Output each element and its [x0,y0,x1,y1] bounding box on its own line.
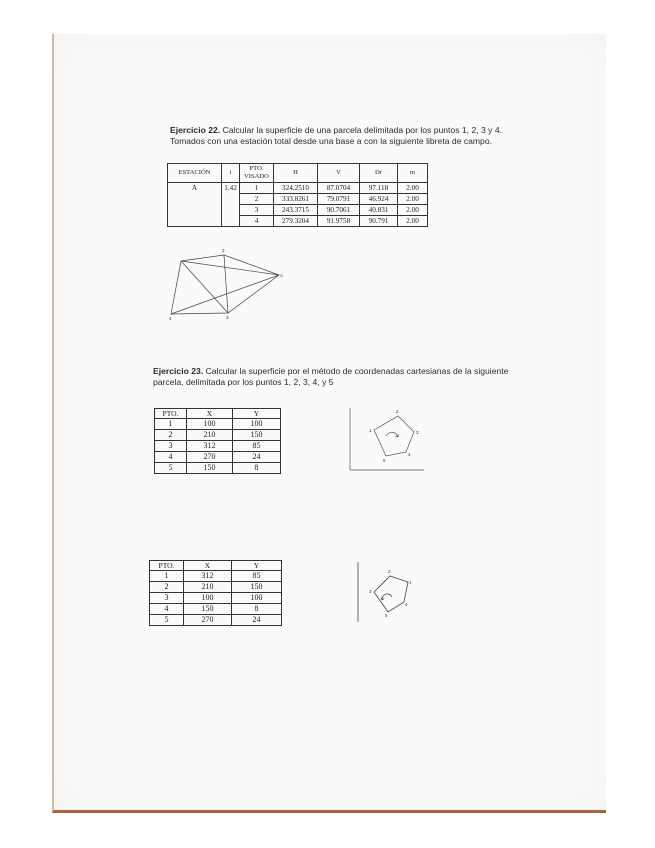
sketch23-label-4: 4 [408,452,411,457]
table-cell: 85 [232,571,282,582]
table-cell: 2.00 [398,194,428,205]
sketch23-label-1: 1 [369,428,372,433]
exercise-23-statement [153,366,523,387]
table-cell: 24 [232,615,282,626]
table-row [150,571,282,582]
table-cell: 3 [155,441,187,452]
table-cell: 243.3715 [274,205,318,216]
table-cell: 87.0704 [318,183,360,194]
table-cell: 90.7061 [318,205,360,216]
header-v: V [318,164,360,183]
table-row [155,430,281,441]
sketch-label-2: 2 [222,248,225,253]
table-cell: 100 [187,419,233,430]
sketch23-label-2: 2 [396,409,399,414]
sketch23b-label-4: 4 [405,602,408,607]
header-pto-visado: PTO. VISADO [240,164,274,183]
table-cell: 40.831 [360,205,398,216]
table-cell: 2.00 [398,205,428,216]
header-y: Y [232,561,282,571]
sketch-label-a: A [280,273,284,278]
table-row [150,593,282,604]
table-cell: 100 [184,593,232,604]
table-cell: 97.118 [360,183,398,194]
table-cell: 1 [150,571,184,582]
table-cell: 324.2510 [274,183,318,194]
table-cell: 3 [240,205,274,216]
sketch23b-label-3: 3 [369,589,372,594]
table-cell: 150 [233,430,281,441]
table-cell: 3 [150,593,184,604]
table-cell: 100 [233,419,281,430]
table-row [155,452,281,463]
table-cell: 1 [155,419,187,430]
table-cell: 150 [187,463,233,474]
table-cell: 279.3204 [274,216,318,227]
table-cell: 312 [184,571,232,582]
parcel-sketch-22 [166,248,286,320]
table-cell: 1 [240,183,274,194]
header-x: X [184,561,232,571]
table-cell: 2 [150,582,184,593]
table-cell: 150 [232,582,282,593]
table-cell: 46.924 [360,194,398,205]
table-cell: 210 [184,582,232,593]
table-cell: 2.00 [398,216,428,227]
sketch23b-label-5: 5 [385,613,388,618]
sketch23-label-3: 3 [416,430,419,435]
exercise-22-statement [170,125,530,146]
exercise-23-title: Ejercicio 23. [153,366,204,376]
table-cell: 5 [150,615,184,626]
table-cell: 2.00 [398,183,428,194]
exercise-22-title: Ejercicio 22. [170,125,221,135]
header-h: H [274,164,318,183]
exercise-23-text: Calcular la superficie por el método de coordenadas cartesianas de la siguiente parcela, delimitada por los puntos 1, 2, 3, 4, y 5 [153,366,509,387]
table-cell: 150 [184,604,232,615]
header-m: m [398,164,428,183]
table-cell: 90.791 [360,216,398,227]
table-cell: 270 [187,452,233,463]
header-dr: Dr [360,164,398,183]
header-estacion: ESTACIÓN [168,164,222,183]
instrument-height-cell: 1.42 [222,183,240,227]
sketch23b-label-2: 2 [388,569,391,574]
station-cell: A [168,183,222,227]
table-cell: 333.8261 [274,194,318,205]
table-cell: 8 [233,463,281,474]
table-cell: 4 [155,452,187,463]
table-cell: 210 [187,430,233,441]
table-cell: 2 [240,194,274,205]
table-cell: 79.0791 [318,194,360,205]
parcel-sketch-23b [352,560,412,624]
table-cell: 91.9758 [318,216,360,227]
table-cell: 8 [232,604,282,615]
table-row [155,463,281,474]
header-x: X [187,409,233,419]
table-cell: 24 [233,452,281,463]
sketch23b-label-1: 1 [409,580,412,585]
coordinates-table [154,408,281,474]
table-row [150,582,282,593]
table-row [155,419,281,430]
header-pto: PTO. [155,409,187,419]
table-cell: 4 [150,604,184,615]
table-cell: 2 [155,430,187,441]
table-cell: 85 [233,441,281,452]
table-row [168,183,428,194]
table-cell: 270 [184,615,232,626]
header-pto: PTO. [150,561,184,571]
table-cell: 4 [240,216,274,227]
table-cell: 5 [155,463,187,474]
sketch-label-4: 4 [169,316,172,321]
header-y: Y [233,409,281,419]
table-row [150,604,282,615]
table-cell: 100 [232,593,282,604]
field-book-table [167,163,428,227]
coordinates-table-reordered [149,560,282,626]
sketch23-label-5: 5 [383,458,386,463]
table-row [150,615,282,626]
table-row [155,441,281,452]
header-i: i [222,164,240,183]
sketch-label-3: 3 [226,315,229,320]
parcel-sketch-23 [346,404,426,474]
exercise-22-text: Calcular la superficie de una parcela delimitada por los puntos 1, 2, 3 y 4. Tomados con una estación total desde una base a con la siguiente libreta de campo. [170,125,503,146]
table-cell: 312 [187,441,233,452]
scanned-page [52,34,606,813]
